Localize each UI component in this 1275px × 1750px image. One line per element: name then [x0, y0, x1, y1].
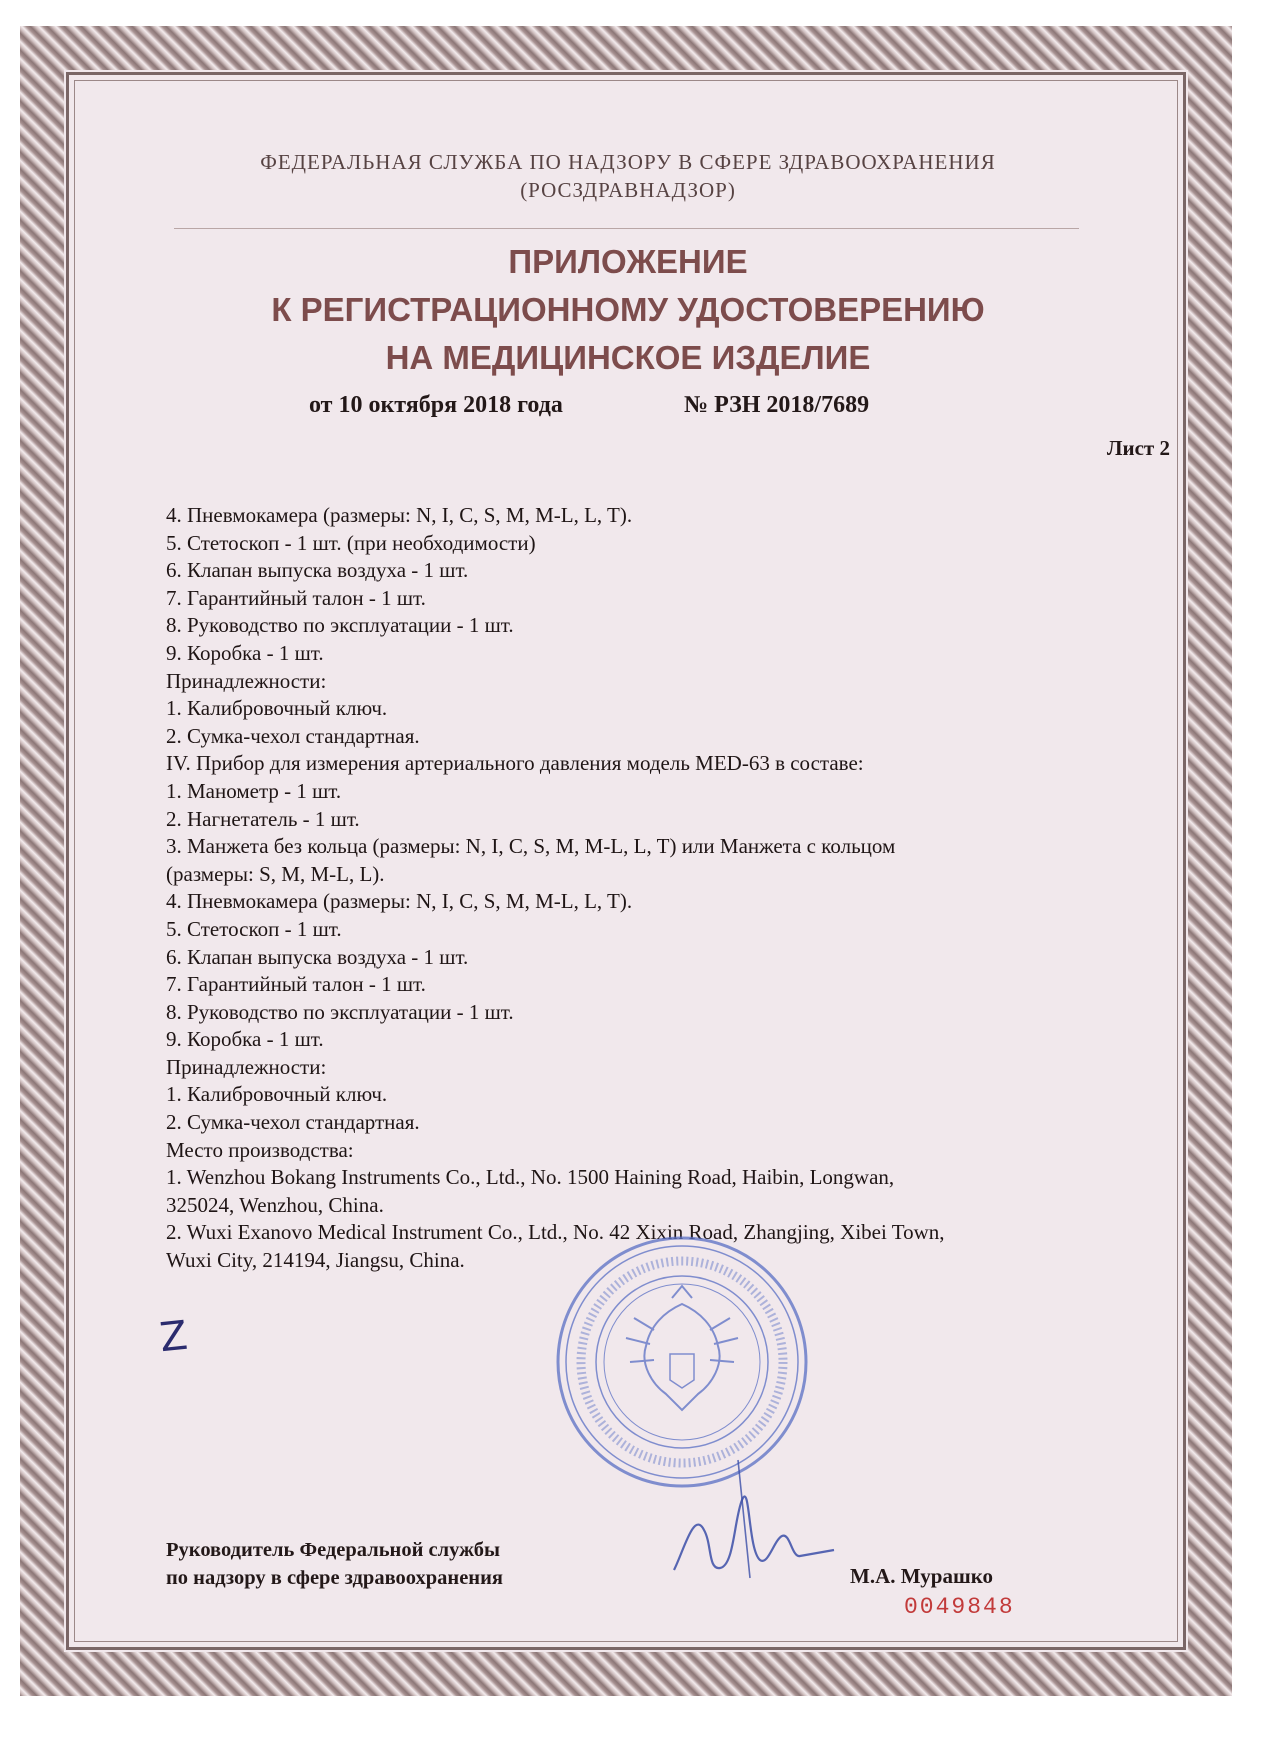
body-line: 9. Коробка - 1 шт.: [166, 1027, 324, 1052]
body-line: 1. Манометр - 1 шт.: [166, 778, 342, 803]
body-line: 7. Гарантийный талон - 1 шт.: [166, 972, 426, 997]
body-line: 4. Пневмокамера (размеры: N, I, C, S, M, M-L, L, T).: [166, 889, 633, 914]
body-line: 1. Калибровочный ключ.: [166, 1082, 388, 1107]
signature-icon: [664, 1440, 844, 1590]
body-line: 9. Коробка - 1 шт.: [166, 640, 324, 665]
handwritten-mark: Z: [157, 1312, 190, 1362]
body-line: 2. Wuxi Exanovo Medical Instrument Co., Ltd., No. 42 Xixin Road, Zhangjing, Xibei Town,: [166, 1220, 945, 1245]
body-line: Wuxi City, 214194, Jiangsu, China.: [166, 1248, 465, 1273]
body-line: (размеры: S, M, M-L, L).: [166, 861, 385, 886]
body-line: 5. Стетоскоп - 1 шт. (при необходимости): [166, 530, 536, 555]
body-line: 5. Стетоскоп - 1 шт.: [166, 916, 342, 941]
body-line: 2. Сумка-чехол стандартная.: [166, 1110, 420, 1135]
signer-title-line-1: Руководитель Федеральной службы: [166, 1539, 500, 1561]
header-divider: [174, 228, 1079, 229]
agency-header: [64, 148, 1192, 204]
body-line: 1. Калибровочный ключ.: [166, 696, 388, 721]
body-line: 2. Сумка-чехол стандартная.: [166, 723, 420, 748]
title-line-3: НА МЕДИЦИНСКОЕ ИЗДЕЛИЕ: [385, 339, 871, 376]
serial-number: 0049848: [904, 1594, 1015, 1620]
body-line: 3. Манжета без кольца (размеры: N, I, C, S, M, M-L, L, T) или Манжета с кольцом: [166, 834, 896, 859]
signer-title-line-2: по надзору в сфере здравоохранения: [166, 1567, 504, 1589]
body-line: 4. Пневмокамера (размеры: N, I, C, S, M, M-L, L, T).: [166, 503, 633, 527]
body-line: Принадлежности:: [166, 668, 327, 693]
title-line-1: ПРИЛОЖЕНИЕ: [508, 243, 748, 280]
body-line: 6. Клапан выпуска воздуха - 1 шт.: [166, 558, 469, 583]
body-line: 8. Руководство по эксплуатации - 1 шт.: [166, 999, 514, 1024]
body-line: IV. Прибор для измерения артериального давления модель MED-63 в составе:: [166, 751, 864, 776]
body-line: 7. Гарантийный талон - 1 шт.: [166, 585, 426, 610]
agency-abbreviation: (РОСЗДРАВНАДЗОР): [520, 178, 736, 202]
signer-name: М.А. Мурашко: [850, 1564, 994, 1588]
body-line: Принадлежности:: [166, 1054, 327, 1079]
body-line: 6. Клапан выпуска воздуха - 1 шт.: [166, 944, 469, 969]
document-body: [166, 502, 1166, 1275]
title-line-2: К РЕГИСТРАЦИОННОМУ УДОСТОВЕРЕНИЮ: [271, 291, 985, 328]
body-line: Место производства:: [166, 1137, 354, 1162]
body-line: 1. Wenzhou Bokang Instruments Co., Ltd., No. 1500 Haining Road, Haibin, Longwan,: [166, 1165, 895, 1190]
body-line: 8. Руководство по эксплуатации - 1 шт.: [166, 613, 514, 638]
registration-number: № РЗН 2018/7689: [684, 392, 870, 418]
body-line: 2. Нагнетатель - 1 шт.: [166, 806, 360, 831]
document-content: [64, 70, 1192, 1660]
signer-title: [166, 1536, 503, 1592]
sheet-number: Лист 2: [1106, 436, 1170, 460]
agency-name: ФЕДЕРАЛЬНАЯ СЛУЖБА ПО НАДЗОРУ В СФЕРЕ ЗДРАВООХРАНЕНИЯ: [260, 150, 996, 174]
body-line: 325024, Wenzhou, China.: [166, 1192, 384, 1217]
registration-date: от 10 октября 2018 года: [309, 392, 563, 418]
document-title: [64, 238, 1192, 382]
